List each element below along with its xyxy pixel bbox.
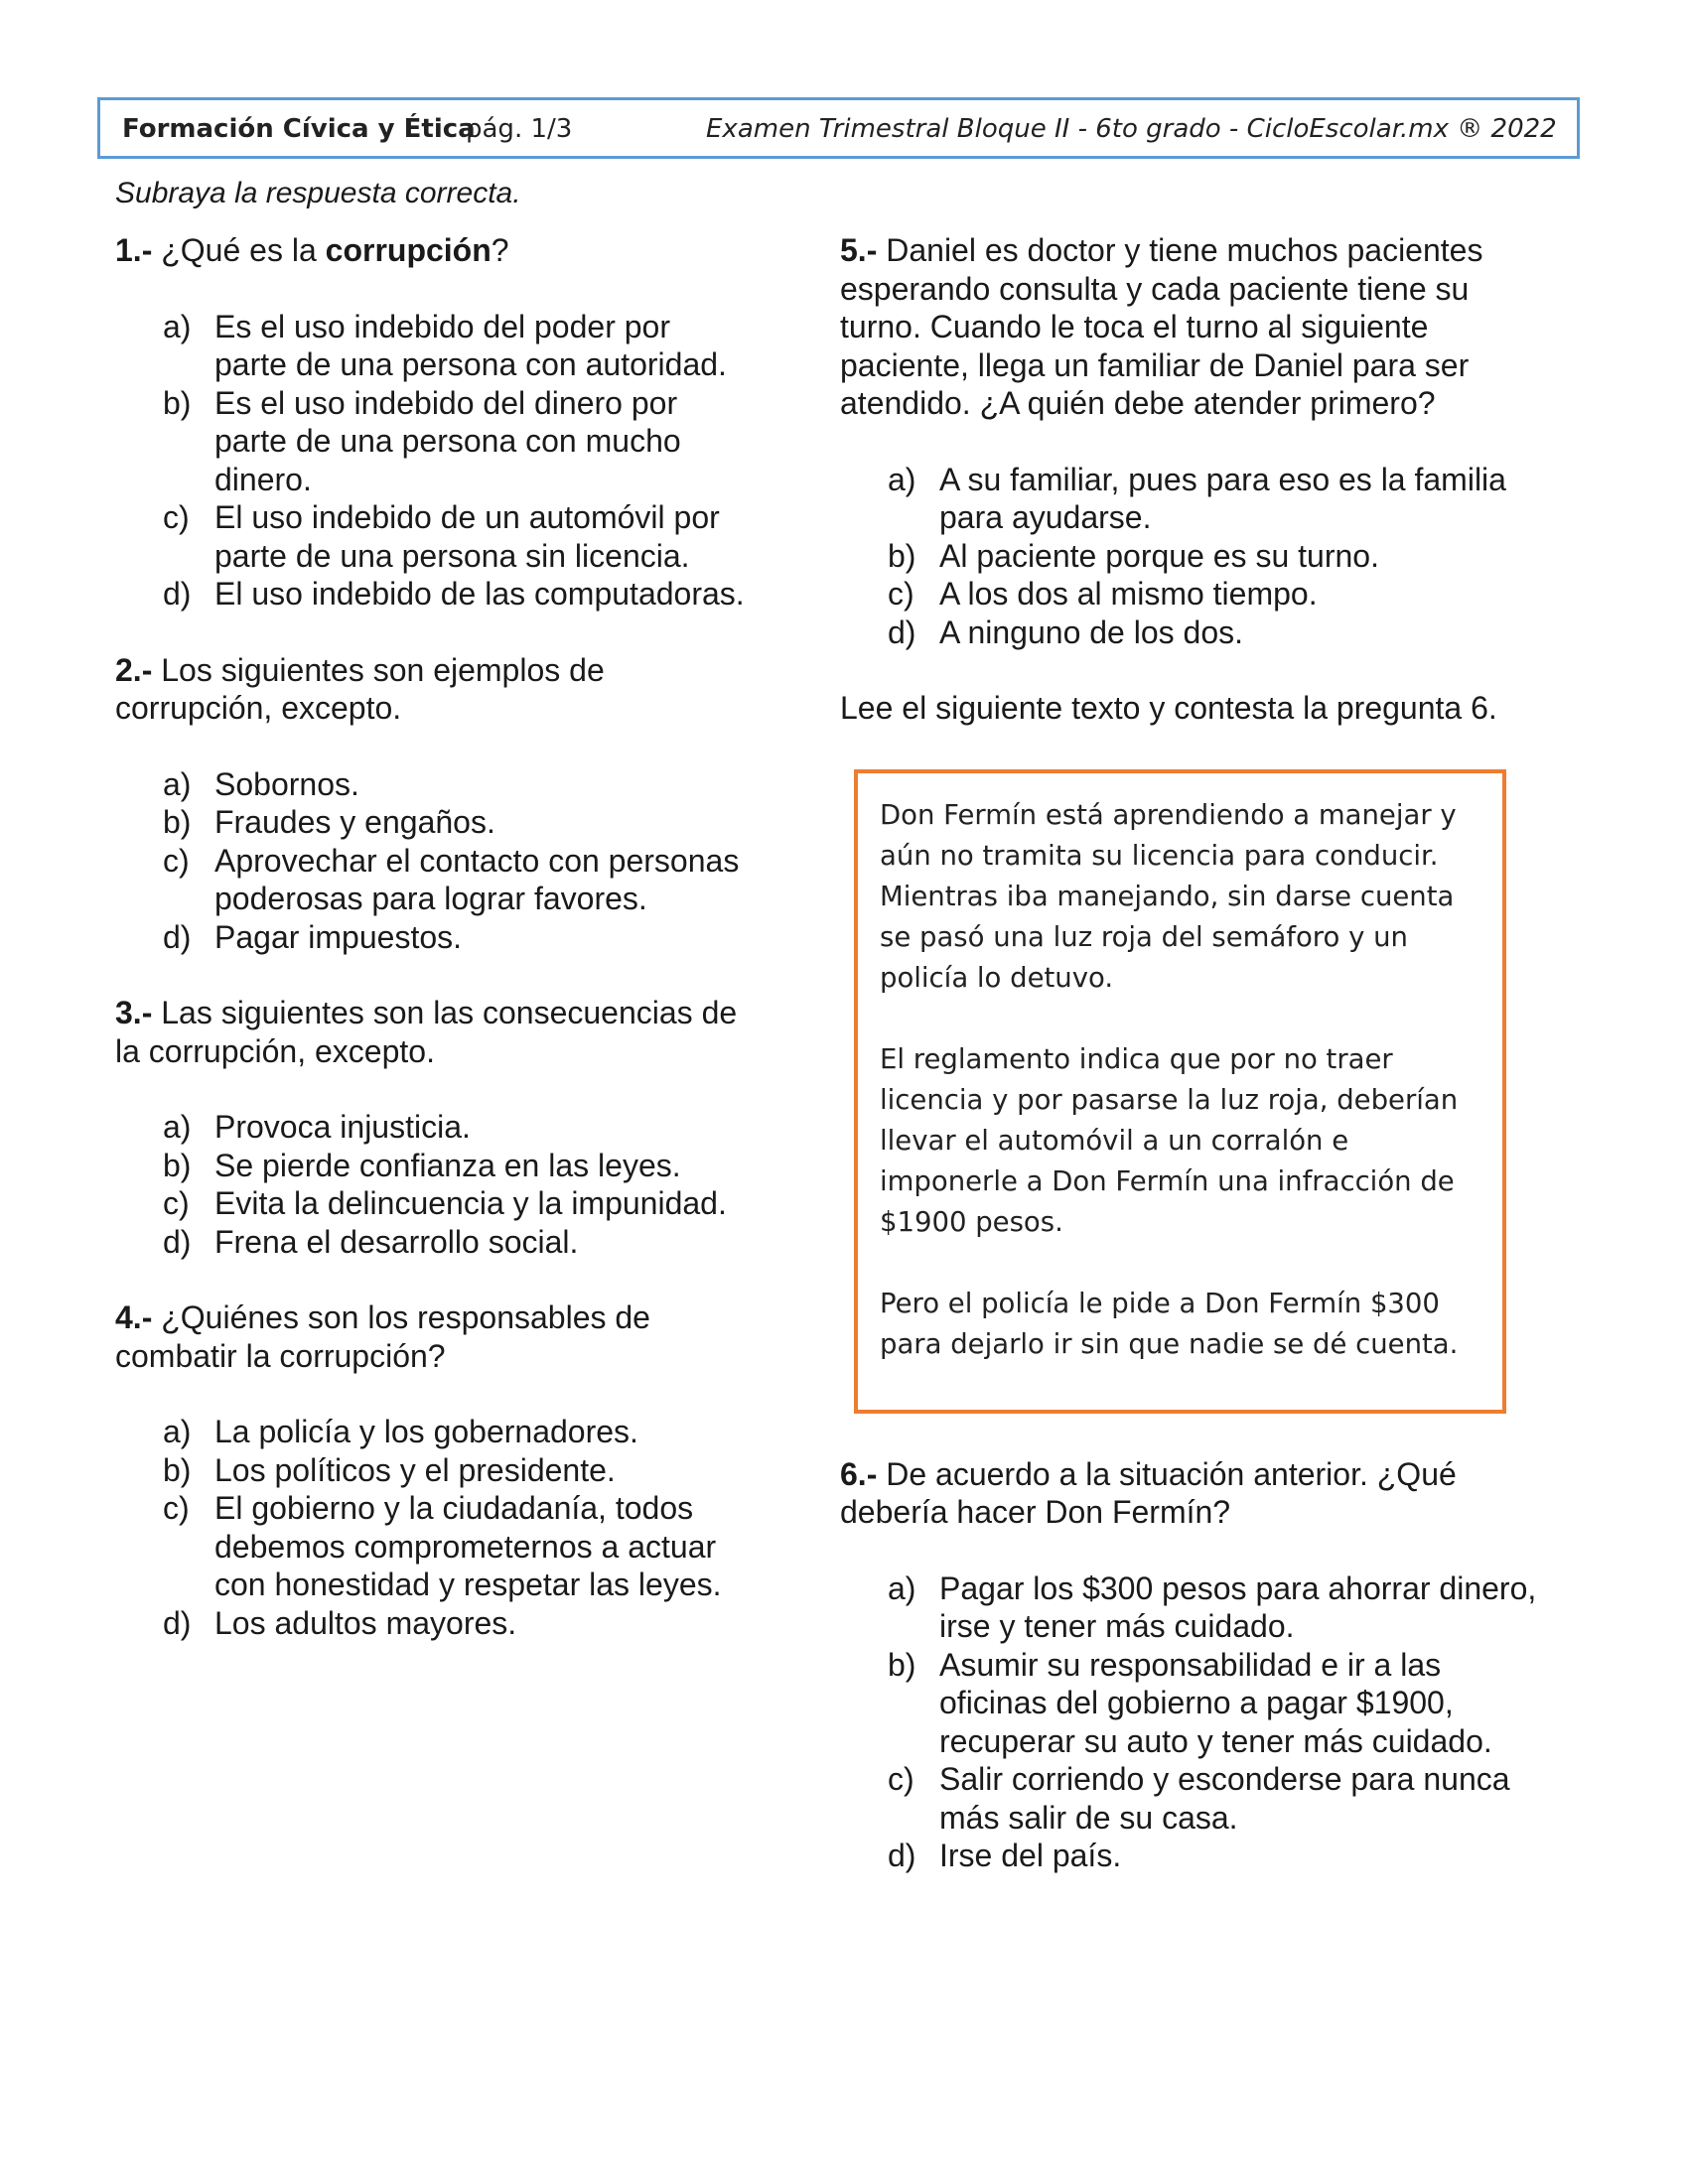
option-letter: c) — [163, 499, 190, 535]
reading-instruction: Lee el siguiente texto y contesta la pregunta 6. — [840, 690, 1497, 726]
option-text: A ninguno de los dos. — [939, 614, 1244, 650]
options-list — [115, 765, 751, 957]
option-text: Al paciente porque es su turno. — [939, 537, 1379, 574]
question-text — [115, 1298, 751, 1375]
instruction: Subraya la respuesta correcta. — [115, 177, 521, 209]
question-text-pre: ¿Qué es la — [152, 232, 326, 268]
option-text: Es el uso indebido del dinero por parte de una persona con mucho dinero. — [214, 384, 681, 497]
option-b[interactable] — [115, 803, 751, 842]
question-body: Daniel es doctor y tiene muchos pacientes esperando consulta y cada paciente tiene su turno. Cuando le toca el turno al siguiente paciente, llega un familiar de Daniel para ser atendido. ¿A quién debe atender primero? — [840, 232, 1483, 421]
options-list — [840, 1570, 1555, 1875]
question-number: 5.- — [840, 232, 878, 268]
option-letter: b) — [163, 384, 192, 421]
option-text: Se pierde confianza en las leyes. — [214, 1147, 681, 1183]
option-letter: d) — [163, 1223, 192, 1260]
option-text: La policía y los gobernadores. — [214, 1414, 638, 1449]
option-text: Pagar impuestos. — [214, 918, 463, 955]
option-text: Aprovechar el contacto con personas poderosas para lograr favores. — [214, 842, 740, 916]
option-text: El uso indebido de las computadoras. — [214, 576, 745, 612]
option-text: Asumir su responsabilidad e ir a las oficinas del gobierno a pagar $1900, recuperar su auto y tener más cuidado. — [939, 1646, 1492, 1759]
option-letter: d) — [888, 1838, 916, 1873]
option-c[interactable] — [115, 842, 751, 918]
option-a[interactable] — [115, 1108, 751, 1147]
option-a[interactable] — [840, 461, 1555, 537]
left-column — [115, 231, 751, 1680]
option-c[interactable] — [115, 498, 751, 575]
option-letter: c) — [163, 1185, 190, 1221]
option-text: Provoca injusticia. — [214, 1109, 471, 1145]
option-text: Los adultos mayores. — [214, 1604, 517, 1641]
option-text: Es el uso indebido del poder por parte de una persona con autoridad. — [214, 308, 727, 382]
right-column — [840, 231, 1555, 1913]
exam-title: Examen Trimestral Bloque II - 6to grado - CicloEscolar.mx ® 2022 — [706, 114, 1557, 144]
option-text: El gobierno y la ciudadanía, todos debemos comprometernos a actuar con honestidad y respetar las leyes. — [214, 1490, 722, 1602]
option-text: Pagar los $300 pesos para ahorrar dinero, irse y tener más cuidado. — [939, 1570, 1537, 1644]
option-letter: a) — [163, 1414, 192, 1449]
option-letter: b) — [163, 1451, 192, 1488]
option-a[interactable] — [840, 1570, 1555, 1646]
options-list — [115, 1108, 751, 1261]
option-text: El uso indebido de un automóvil por parte de una persona sin licencia. — [214, 499, 720, 574]
question-body: Los siguientes son ejemplos de corrupción, excepto. — [115, 651, 605, 726]
question-keyword: corrupción — [325, 232, 492, 268]
option-text: Sobornos. — [214, 765, 359, 802]
subject-title: Formación Cívica y Ética — [122, 114, 476, 144]
option-c[interactable] — [115, 1184, 751, 1223]
options-list — [115, 308, 751, 614]
option-letter: c) — [163, 842, 190, 879]
option-c[interactable] — [840, 575, 1555, 614]
question-text — [115, 651, 751, 728]
question-4 — [115, 1298, 751, 1642]
page-header — [97, 97, 1580, 159]
option-d[interactable] — [840, 1837, 1555, 1875]
question-text-post: ? — [491, 232, 509, 268]
option-d[interactable] — [840, 614, 1555, 652]
reading-paragraph: Don Fermín está aprendiendo a manejar y aún no tramita su licencia para conducir. Mientras iba manejando, sin darse cuenta se pasó una luz roja del semáforo y un policía lo detuvo. — [880, 798, 1457, 994]
reading-paragraph: Pero el policía le pide a Don Fermín $300 para dejarlo ir sin que nadie se dé cuenta. — [880, 1287, 1459, 1360]
option-letter: b) — [163, 804, 192, 840]
option-d[interactable] — [115, 1604, 751, 1643]
option-a[interactable] — [115, 1413, 751, 1451]
question-number: 2.- — [115, 651, 153, 688]
option-letter: a) — [888, 1570, 916, 1606]
option-text: A los dos al mismo tiempo. — [939, 576, 1318, 612]
question-text — [840, 1455, 1555, 1532]
option-text: Salir corriendo y esconderse para nunca más salir de su casa. — [939, 1761, 1510, 1836]
option-letter: d) — [163, 918, 192, 955]
option-letter: d) — [163, 1604, 192, 1641]
option-letter: c) — [888, 576, 914, 612]
option-letter: a) — [888, 461, 916, 497]
option-text: Irse del país. — [939, 1838, 1122, 1873]
question-1 — [115, 231, 751, 614]
option-text: Frena el desarrollo social. — [214, 1223, 579, 1260]
option-letter: b) — [888, 1646, 916, 1683]
question-text — [115, 994, 751, 1070]
question-number: 6.- — [840, 1455, 878, 1492]
option-letter: a) — [163, 308, 192, 344]
option-letter: c) — [163, 1490, 190, 1526]
option-letter: a) — [163, 765, 192, 802]
option-d[interactable] — [115, 1223, 751, 1262]
option-text: Evita la delincuencia y la impunidad. — [214, 1185, 727, 1221]
option-b[interactable] — [840, 1646, 1555, 1761]
option-letter: c) — [888, 1761, 914, 1797]
option-text: Los políticos y el presidente. — [214, 1451, 616, 1488]
options-list — [115, 1413, 751, 1642]
question-body: Las siguientes son las consecuencias de la corrupción, excepto. — [115, 995, 738, 1069]
page-number: pág. 1/3 — [466, 114, 573, 144]
reading-paragraph: El reglamento indica que por no traer licencia y por pasarse la luz roja, deberían llevar el automóvil a un corralón e imponerle a Don Fermín una infracción de $1900 pesos. — [880, 1042, 1459, 1238]
option-a[interactable] — [115, 308, 751, 384]
option-b[interactable] — [115, 1451, 751, 1490]
option-d[interactable] — [115, 575, 751, 614]
reading-box — [854, 769, 1506, 1414]
question-text — [840, 231, 1555, 423]
option-text: Fraudes y engaños. — [214, 804, 495, 840]
option-letter: d) — [163, 576, 192, 612]
option-letter: a) — [163, 1109, 192, 1145]
question-text — [115, 231, 751, 270]
option-d[interactable] — [115, 918, 751, 957]
option-b[interactable] — [115, 384, 751, 499]
option-a[interactable] — [115, 765, 751, 804]
option-letter: b) — [888, 537, 916, 574]
question-2 — [115, 651, 751, 957]
question-3 — [115, 994, 751, 1261]
question-number: 1.- — [115, 232, 153, 268]
option-letter: b) — [163, 1147, 192, 1183]
option-letter: d) — [888, 614, 916, 650]
option-c[interactable] — [840, 1760, 1555, 1837]
question-5 — [840, 231, 1555, 651]
option-b[interactable] — [840, 537, 1555, 576]
option-text: A su familiar, pues para eso es la familia para ayudarse. — [939, 461, 1506, 535]
question-number: 4.- — [115, 1299, 153, 1335]
option-b[interactable] — [115, 1147, 751, 1185]
question-body: ¿Quiénes son los responsables de combatir la corrupción? — [115, 1299, 650, 1374]
option-c[interactable] — [115, 1489, 751, 1604]
question-6 — [840, 1455, 1555, 1875]
options-list — [840, 461, 1555, 652]
question-body: De acuerdo a la situación anterior. ¿Qué debería hacer Don Fermín? — [840, 1455, 1457, 1530]
question-number: 3.- — [115, 995, 153, 1030]
